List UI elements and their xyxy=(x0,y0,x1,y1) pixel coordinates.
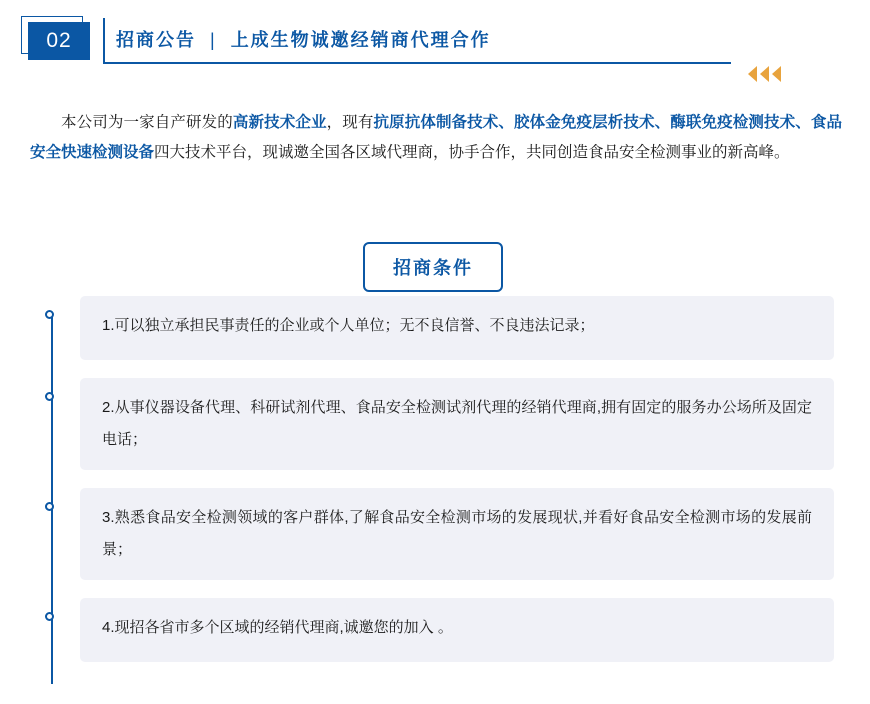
condition-text: 4.现招各省市多个区域的经销代理商,诚邀您的加入 。 xyxy=(80,598,834,662)
intro-segment-highlight: 高新技术企业 xyxy=(232,114,327,131)
section-title-box xyxy=(363,242,503,292)
intro-segment-highlight: 抗原抗体制备技术、胶体金免疫层析技术、酶联免疫检测技术、食品安全快速检测设备 xyxy=(30,114,842,161)
header-title-separator: | xyxy=(210,30,217,50)
arrow-icon xyxy=(748,66,757,82)
intro-segment: 本公司为一家自产研发的 xyxy=(61,114,233,131)
condition-text: 3.熟悉食品安全检测领域的客户群体,了解食品安全检测市场的发展现状,并看好食品安全检测市场的发展前景； xyxy=(80,488,834,580)
condition-text: 2.从事仪器设备代理、科研试剂代理、食品安全检测试剂代理的经销代理商,拥有固定的服务办公场所及固定电话； xyxy=(80,378,834,470)
section-title-text: 招商条件 xyxy=(393,258,473,278)
header-underline xyxy=(103,62,731,64)
list-item xyxy=(0,378,870,470)
header-vertical-divider xyxy=(103,18,105,62)
page-title xyxy=(116,26,491,52)
header-title-right: 上成生物诚邀经销商代理合作 xyxy=(230,30,491,50)
header-title-left: 招商公告 xyxy=(116,30,196,50)
timeline-dot-icon xyxy=(45,310,54,319)
section-number-badge: 02 xyxy=(28,22,90,60)
timeline-dot-icon xyxy=(45,612,54,621)
condition-text: 1.可以独立承担民事责任的企业或个人单位；无不良信誉、不良违法记录； xyxy=(80,296,834,360)
list-item xyxy=(0,296,870,360)
timeline-dot-icon xyxy=(45,502,54,511)
list-item xyxy=(0,488,870,580)
arrow-icon xyxy=(760,66,769,82)
list-item xyxy=(0,598,870,662)
conditions-list xyxy=(0,296,870,680)
arrow-icon xyxy=(772,66,781,82)
intro-segment: ，现有 xyxy=(326,114,374,131)
triangle-left-arrows-icon xyxy=(748,66,781,82)
intro-segment: 四大技术平台，现诚邀全国各区域代理商，协手合作，共同创造食品安全检测事业的新高峰。 xyxy=(154,144,790,161)
timeline-dot-icon xyxy=(45,392,54,401)
page-header xyxy=(0,22,870,68)
intro-paragraph xyxy=(30,108,842,168)
